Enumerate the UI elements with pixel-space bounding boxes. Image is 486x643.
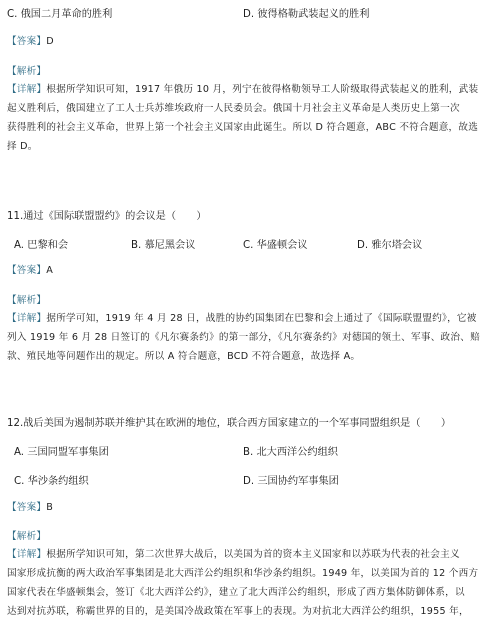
- q12-option-c: C. 华沙条约组织: [14, 476, 89, 487]
- detail-line: 起义胜利后，俄国建立了工人士兵苏维埃政府一人民委员会。俄国十月社会主义革命是人类历史上第一次: [7, 103, 460, 114]
- q11-analysis-tag: 【解析】: [7, 295, 47, 306]
- q10-detail: [7, 80, 483, 156]
- answer-tag: 【答案】: [7, 265, 47, 276]
- q10-option-c: C. 俄国二月革命的胜利: [7, 9, 113, 20]
- q12-detail: [7, 545, 483, 621]
- detail-tag: 【详解】: [7, 84, 47, 95]
- q12-option-a: A. 三国同盟军事集团: [14, 447, 109, 458]
- detail-line: 获得胜利的社会主义革命，世界上第一个社会主义国家由此诞生。所以 D 符合题意，ABC 不符合题意，故选: [7, 122, 479, 133]
- answer-tag: 【答案】: [7, 36, 47, 47]
- detail-line: 【详解】根据所学知识可知，1917 年俄历 10 月，列宁在彼得格勒领导工人阶级取得武装起义的胜利，武装: [7, 84, 479, 95]
- detail-line: 款、殖民地等问题作出的规定。所以 A 符合题意，BCD 不符合题意，故选择 A。: [7, 351, 361, 362]
- q12-analysis-tag: 【解析】: [7, 531, 47, 542]
- q11-detail: [7, 309, 483, 366]
- answer-value: B: [46, 502, 53, 513]
- detail-line: 【详解】根据所学知识可知，第二次世界大战后，以美国为首的资本主义国家和以苏联为代表的社会主义: [7, 549, 460, 560]
- q10-answer: [7, 36, 54, 48]
- q12-option-b: B. 北大西洋公约组织: [243, 447, 338, 458]
- q10-analysis-tag: 【解析】: [7, 66, 47, 77]
- detail-line: 列入 1919 年 6 月 28 日签订的《凡尔赛条约》的第一部分，《凡尔赛条约》对德国的领土、军事、政治、赔: [7, 332, 480, 343]
- answer-value: D: [46, 36, 54, 47]
- detail-tag: 【详解】: [7, 313, 47, 324]
- detail-line: 择 D。: [7, 141, 38, 152]
- detail-line: 国家代表在华盛顿集会，签订《北大西洋公约》，建立了北大西洋公约组织，形成了西方集体防御体系，以: [7, 587, 465, 598]
- q12-answer: [7, 502, 53, 514]
- detail-line: 【详解】据所学可知，1919 年 4 月 28 日，战胜的协约国集团在巴黎和会上通过了《国际联盟盟约》，它被: [7, 313, 477, 324]
- q12-question: 12.战后美国为遏制苏联并维护其在欧洲的地位，联合西方国家建立的一个军事同盟组织是（ ）: [7, 418, 452, 429]
- detail-line: 达到对抗苏联，称霸世界的目的，是美国冷战政策在军事上的表现。为对抗北大西洋公约组织，1955 年，: [7, 606, 469, 617]
- q11-answer: [7, 265, 53, 277]
- answer-tag: 【答案】: [7, 502, 47, 513]
- q11-option-c: C. 华盛顿会议: [243, 240, 308, 251]
- q10-option-d: D. 彼得格勒武装起义的胜利: [243, 9, 370, 20]
- q11-question: 11.通过《国际联盟盟约》的会议是（ ）: [7, 211, 207, 222]
- detail-tag: 【详解】: [7, 549, 47, 560]
- q12-option-d: D. 三国协约军事集团: [243, 476, 339, 487]
- q11-option-a: A. 巴黎和会: [14, 240, 69, 251]
- q11-option-b: B. 慕尼黑会议: [131, 240, 196, 251]
- q11-option-d: D. 雅尔塔会议: [357, 240, 423, 251]
- detail-line: 国家形成抗衡的两大政治军事集团是北大西洋公约组织和华沙条约组织。1949 年，以美国为首的 12 个西方: [7, 568, 479, 579]
- answer-value: A: [46, 265, 53, 276]
